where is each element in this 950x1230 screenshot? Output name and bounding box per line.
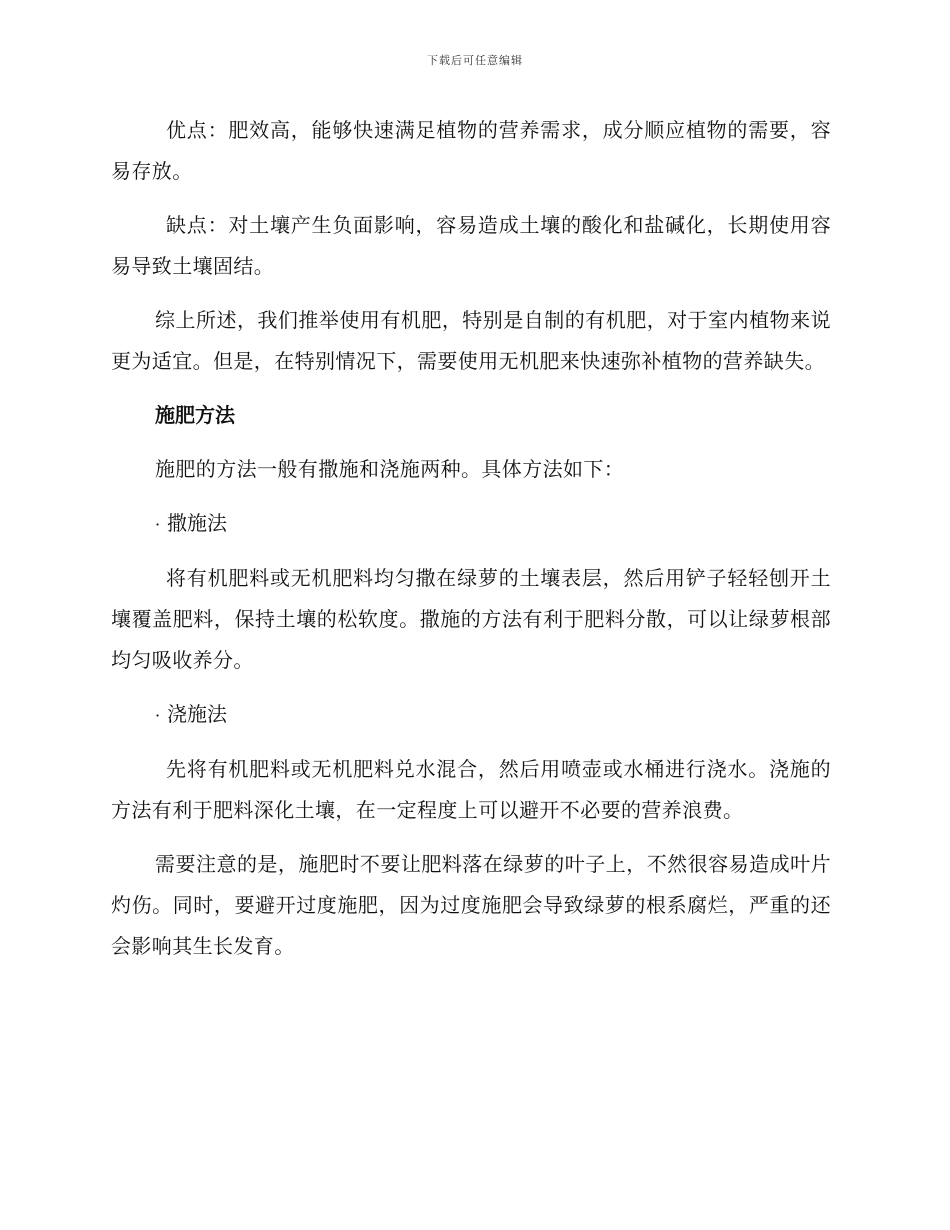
section-heading: 施肥方法 bbox=[155, 403, 235, 427]
method-name: 撒施法 bbox=[167, 511, 227, 535]
disadvantages-paragraph: 缺点：对土壤产生负面影响，容易造成土壤的酸化和盐碱化，长期使用容易导致土壤固结。 bbox=[111, 213, 831, 278]
advantages-paragraph: 优点：肥效高，能够快速满足植物的营养需求，成分顺应植物的需要，容易存放。 bbox=[111, 118, 831, 183]
page-header: 下载后可任意编辑 bbox=[427, 54, 523, 67]
method-title-watering bbox=[111, 694, 831, 736]
bullet-icon: · bbox=[155, 706, 161, 725]
method-title-spreading bbox=[111, 503, 831, 545]
note-paragraph: 需要注意的是，施肥时不要让肥料落在绿萝的叶子上，不然很容易造成叶片灼伤。同时，要避开过度施肥，因为过度施肥会导致绿萝的根系腐烂，严重的还会影响其生长发育。 bbox=[111, 852, 831, 958]
document-body bbox=[111, 110, 831, 967]
section-intro: 施肥的方法一般有撒施和浇施两种。具体方法如下： bbox=[155, 457, 625, 481]
method-description-spreading: 将有机肥料或无机肥料均匀撒在绿萝的土壤表层，然后用铲子轻轻刨开土壤覆盖肥料，保持土壤的松软度。撒施的方法有利于肥料分散，可以让绿萝根部均匀吸收养分。 bbox=[111, 566, 831, 672]
bullet-icon: · bbox=[155, 515, 161, 534]
method-name: 浇施法 bbox=[167, 702, 227, 726]
summary-paragraph: 综上所述，我们推举使用有机肥，特别是自制的有机肥，对于室内植物来说更为适宜。但是，在特别情况下，需要使用无机肥来快速弥补植物的营养缺失。 bbox=[111, 308, 831, 373]
method-description-watering: 先将有机肥料或无机肥料兑水混合，然后用喷壶或水桶进行浇水。浇施的方法有利于肥料深化土壤，在一定程度上可以避开不必要的营养浪费。 bbox=[111, 757, 831, 822]
